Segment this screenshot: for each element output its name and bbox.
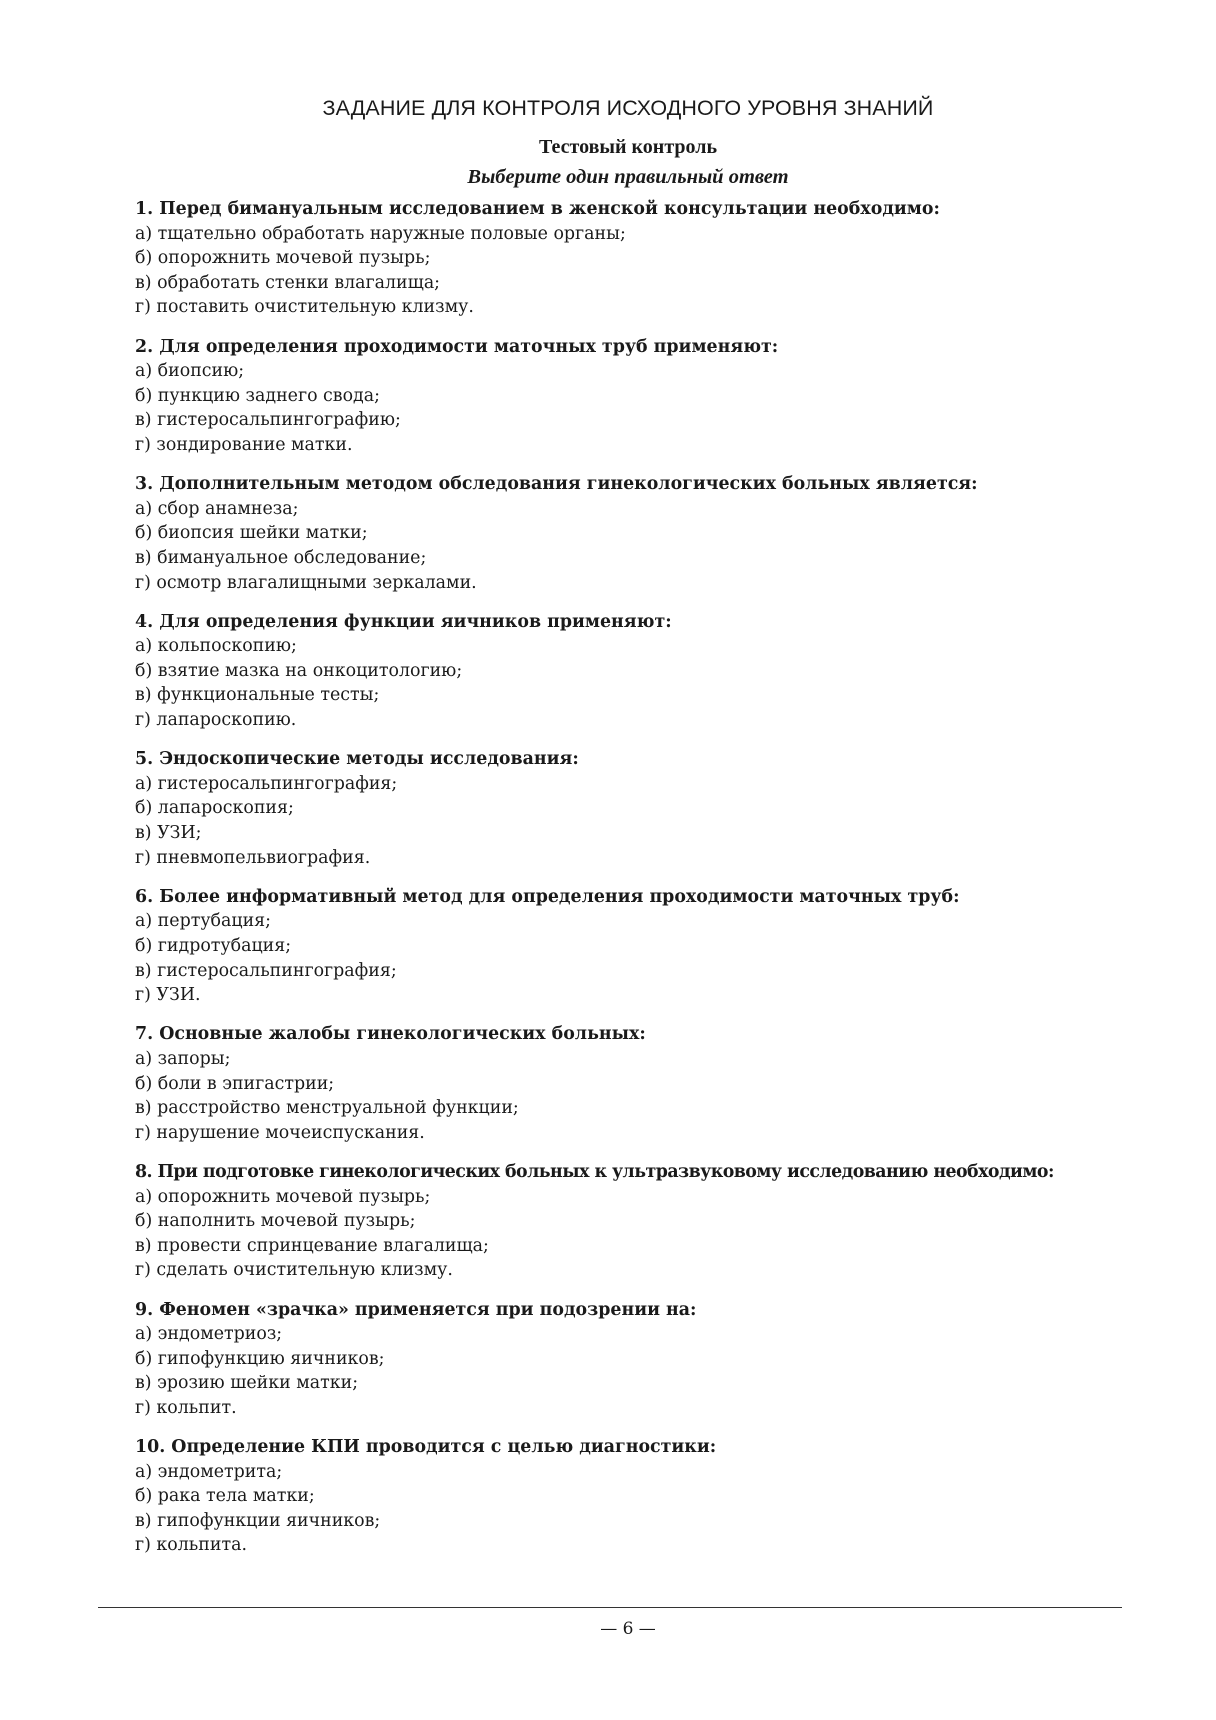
- answer-option-c: в) гистеросальпингографию;: [135, 410, 401, 431]
- answer-option-b: б) опорожнить мочевой пузырь;: [135, 248, 431, 269]
- question-4: [135, 610, 1135, 733]
- answer-option-c: в) эрозию шейки матки;: [135, 1373, 359, 1394]
- answer-option-c: в) провести спринцевание влагалища;: [135, 1235, 489, 1256]
- answer-option-a: а) кольпоскопию;: [135, 636, 297, 657]
- question-list: [135, 197, 1135, 1573]
- answer-option-b: б) взятие мазка на онкоцитологию;: [135, 660, 463, 681]
- answer-option-a: а) опорожнить мочевой пузырь;: [135, 1186, 431, 1207]
- question-3: [135, 472, 1135, 595]
- question-text: 4. Для определения функции яичников применяют:: [135, 611, 672, 632]
- answer-option-d: г) сделать очистительную клизму.: [135, 1260, 453, 1281]
- answer-option-d: г) УЗИ.: [135, 985, 201, 1006]
- question-text: 5. Эндоскопические методы исследования:: [135, 749, 579, 770]
- answer-option-d: г) лапароскопию.: [135, 710, 297, 731]
- question-9: [135, 1298, 1135, 1421]
- answer-option-d: г) кольпита.: [135, 1535, 247, 1556]
- instruction-text: Выберите один правильный ответ: [467, 166, 789, 188]
- question-6: [135, 885, 1135, 1008]
- answer-option-b: б) биопсия шейки матки;: [135, 523, 368, 544]
- answer-option-b: б) рака тела матки;: [135, 1486, 315, 1507]
- answer-option-b: б) наполнить мочевой пузырь;: [135, 1211, 416, 1232]
- answer-option-d: г) поставить очистительную клизму.: [135, 297, 474, 318]
- question-text: 7. Основные жалобы гинекологических больных:: [135, 1024, 646, 1045]
- footer-divider: [98, 1607, 1122, 1608]
- answer-option-c: в) гистеросальпингография;: [135, 960, 397, 981]
- answer-option-a: а) гистеросальпингография;: [135, 773, 398, 794]
- question-5: [135, 747, 1135, 870]
- question-8: [135, 1160, 1135, 1283]
- answer-option-c: в) расстройство менструальной функции;: [135, 1098, 519, 1119]
- question-text: 9. Феномен «зрачка» применяется при подозрении на:: [135, 1299, 697, 1320]
- question-text: 10. Определение КПИ проводится с целью диагностики:: [135, 1437, 717, 1458]
- question-text: 8. При подготовке гинекологических больных к ультразвуковому исследованию необходимо:: [135, 1161, 1054, 1182]
- answer-option-d: г) зондирование матки.: [135, 434, 353, 455]
- question-text: 2. Для определения проходимости маточных труб применяют:: [135, 336, 779, 357]
- page-number: — 6 —: [600, 1619, 656, 1639]
- answer-option-c: в) функциональные тесты;: [135, 685, 380, 706]
- page-title: ЗАДАНИЕ ДЛЯ КОНТРОЛЯ ИСХОДНОГО УРОВНЯ ЗНАНИЙ: [322, 96, 934, 120]
- answer-option-a: а) эндометрита;: [135, 1461, 283, 1482]
- answer-option-d: г) осмотр влагалищными зеркалами.: [135, 572, 477, 593]
- answer-option-b: б) лапароскопия;: [135, 798, 294, 819]
- question-text: 3. Дополнительным методом обследования гинекологических больных является:: [135, 474, 978, 495]
- answer-option-a: а) тщательно обработать наружные половые органы;: [135, 223, 626, 244]
- answer-option-d: г) кольпит.: [135, 1397, 237, 1418]
- question-2: [135, 335, 1135, 458]
- answer-option-c: в) гипофункции яичников;: [135, 1510, 381, 1531]
- question-text: 1. Перед бимануальным исследованием в женской консультации необходимо:: [135, 199, 940, 219]
- answer-option-b: б) пункцию заднего свода;: [135, 385, 380, 406]
- answer-option-b: б) гипофункцию яичников;: [135, 1348, 385, 1369]
- question-7: [135, 1022, 1135, 1145]
- answer-option-a: а) биопсию;: [135, 361, 245, 382]
- answer-option-c: в) бимануальное обследование;: [135, 547, 427, 568]
- answer-option-c: в) УЗИ;: [135, 823, 202, 844]
- answer-option-d: г) пневмопельвиография.: [135, 847, 371, 868]
- question-10: [135, 1435, 1135, 1558]
- answer-option-a: а) сбор анамнеза;: [135, 498, 299, 519]
- answer-option-b: б) гидротубация;: [135, 936, 292, 956]
- answer-option-a: а) пертубация;: [135, 911, 271, 932]
- question-text: 6. Более информативный метод для определения проходимости маточных труб:: [135, 886, 960, 907]
- answer-option-c: в) обработать стенки влагалища;: [135, 272, 441, 293]
- answer-option-b: б) боли в эпигастрии;: [135, 1073, 335, 1094]
- question-1: [135, 197, 1135, 320]
- answer-option-a: а) эндометриоз;: [135, 1324, 283, 1345]
- section-subtitle: Тестовый контроль: [538, 136, 718, 158]
- answer-option-a: а) запоры;: [135, 1048, 231, 1069]
- answer-option-d: г) нарушение мочеиспускания.: [135, 1122, 425, 1143]
